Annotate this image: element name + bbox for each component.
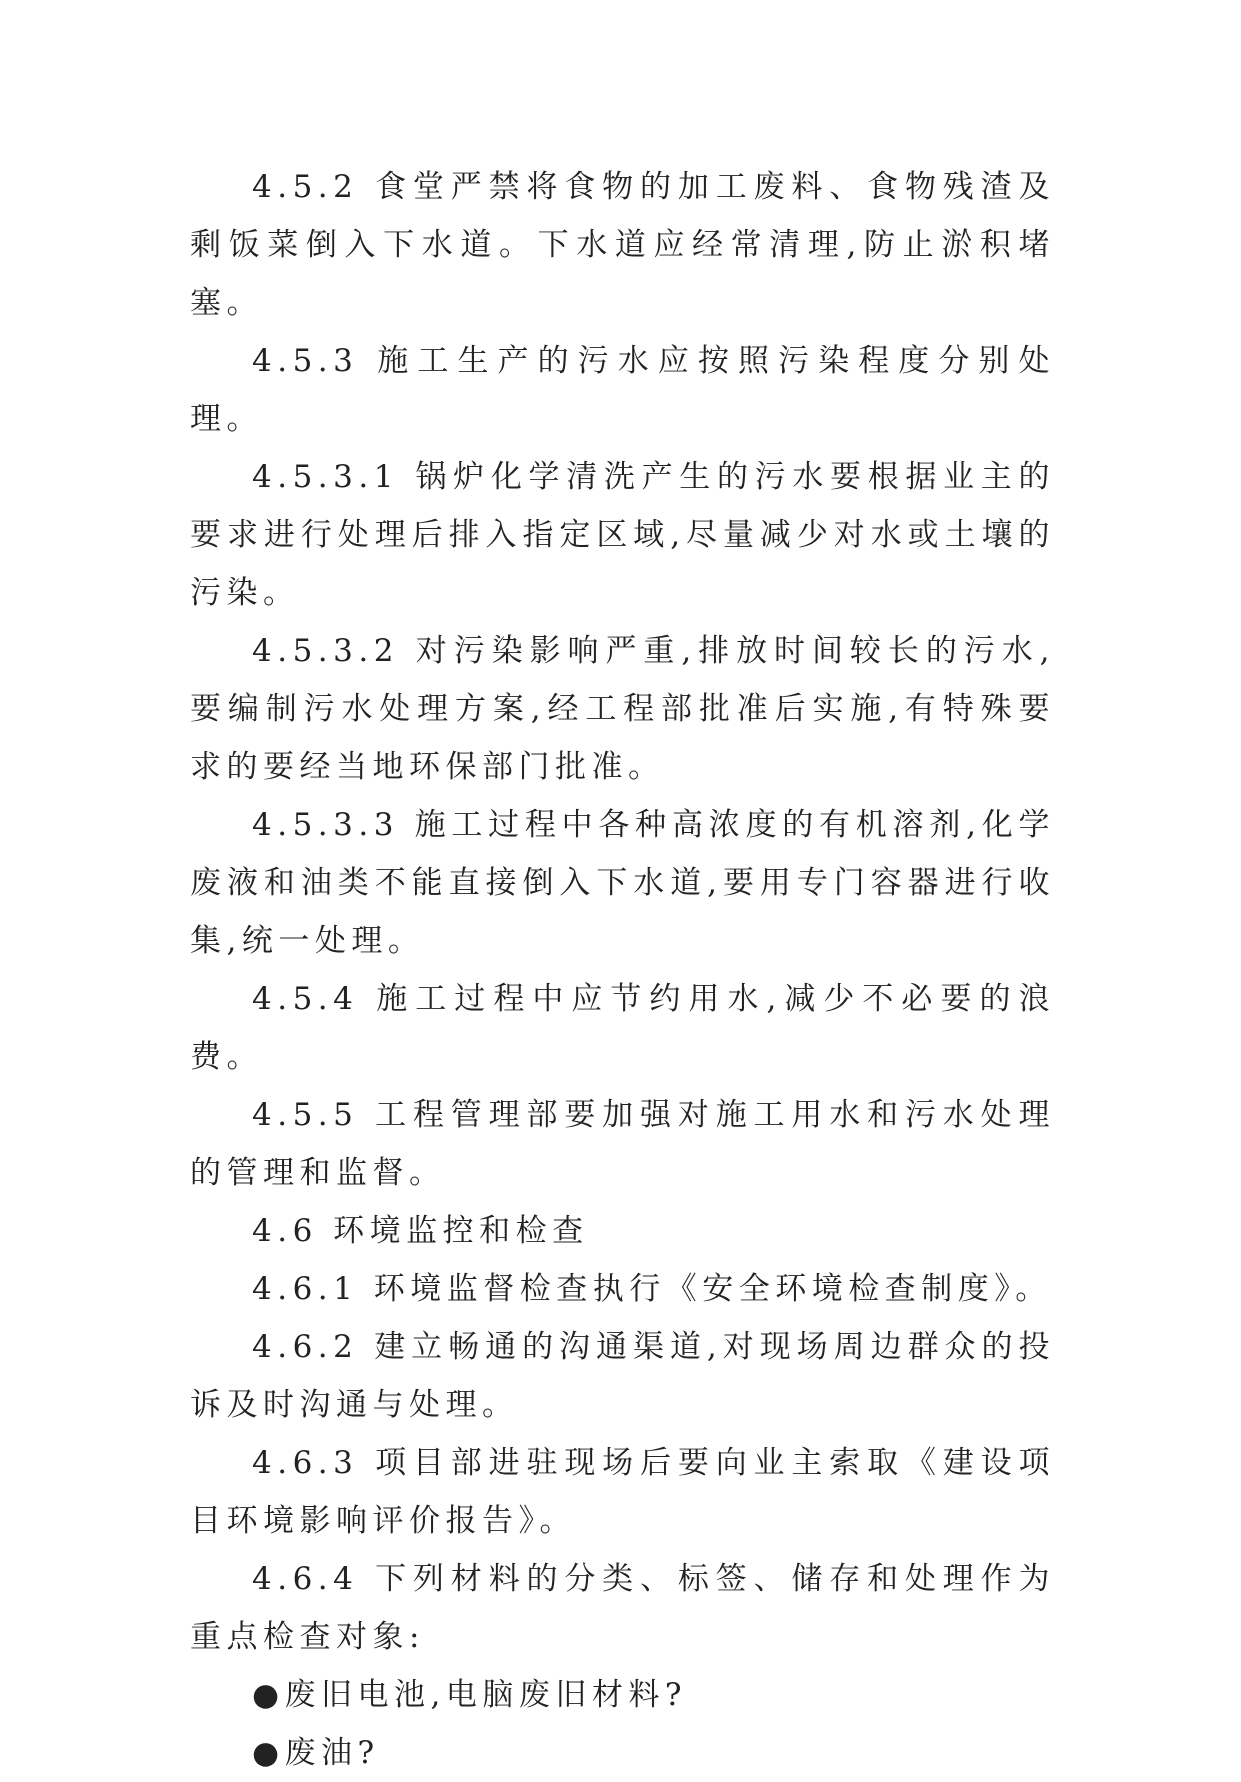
paragraph-4-5-3-3: 4.5.3.3 施工过程中各种高浓度的有机溶剂,化学废液和油类不能直接倒入下水道,要用专门容器进行收集,统一处理。 <box>190 807 1055 959</box>
paragraph-4-6-2: 4.6.2 建立畅通的沟通渠道,对现场周边群众的投诉及时沟通与处理。 <box>190 1329 1055 1423</box>
document-page <box>190 158 1055 1782</box>
section-heading-4-6: 4.6 环境监控和检查 <box>252 1213 589 1249</box>
paragraph-4-6-4: 4.6.4 下列材料的分类、标签、储存和处理作为重点检查对象: <box>190 1561 1055 1655</box>
paragraph-4-5-4: 4.5.4 施工过程中应节约用水,减少不必要的浪费。 <box>190 981 1055 1075</box>
paragraph-4-5-2: 4.5.2 食堂严禁将食物的加工废料、食物残渣及剩饭菜倒入下水道。下水道应经常清理,防止淤积堵塞。 <box>190 169 1055 321</box>
bullet-item: ●废油? <box>252 1735 380 1771</box>
paragraph-4-5-3: 4.5.3 施工生产的污水应按照污染程度分别处理。 <box>190 343 1055 437</box>
paragraph-4-5-3-1: 4.5.3.1 锅炉化学清洗产生的污水要根据业主的要求进行处理后排入指定区域,尽量减少对水或土壤的污染。 <box>190 459 1055 611</box>
paragraph-4-6-1: 4.6.1 环境监督检查执行《安全环境检查制度》。 <box>252 1271 1052 1307</box>
bullet-item: ●废旧电池,电脑废旧材料? <box>252 1677 688 1713</box>
paragraph-4-5-3-2: 4.5.3.2 对污染影响严重,排放时间较长的污水,要编制污水处理方案,经工程部批准后实施,有特殊要求的要经当地环保部门批准。 <box>190 633 1055 785</box>
paragraph-4-6-3: 4.6.3 项目部进驻现场后要向业主索取《建设项目环境影响评价报告》。 <box>190 1445 1055 1539</box>
paragraph-4-5-5: 4.5.5 工程管理部要加强对施工用水和污水处理的管理和监督。 <box>190 1097 1055 1191</box>
